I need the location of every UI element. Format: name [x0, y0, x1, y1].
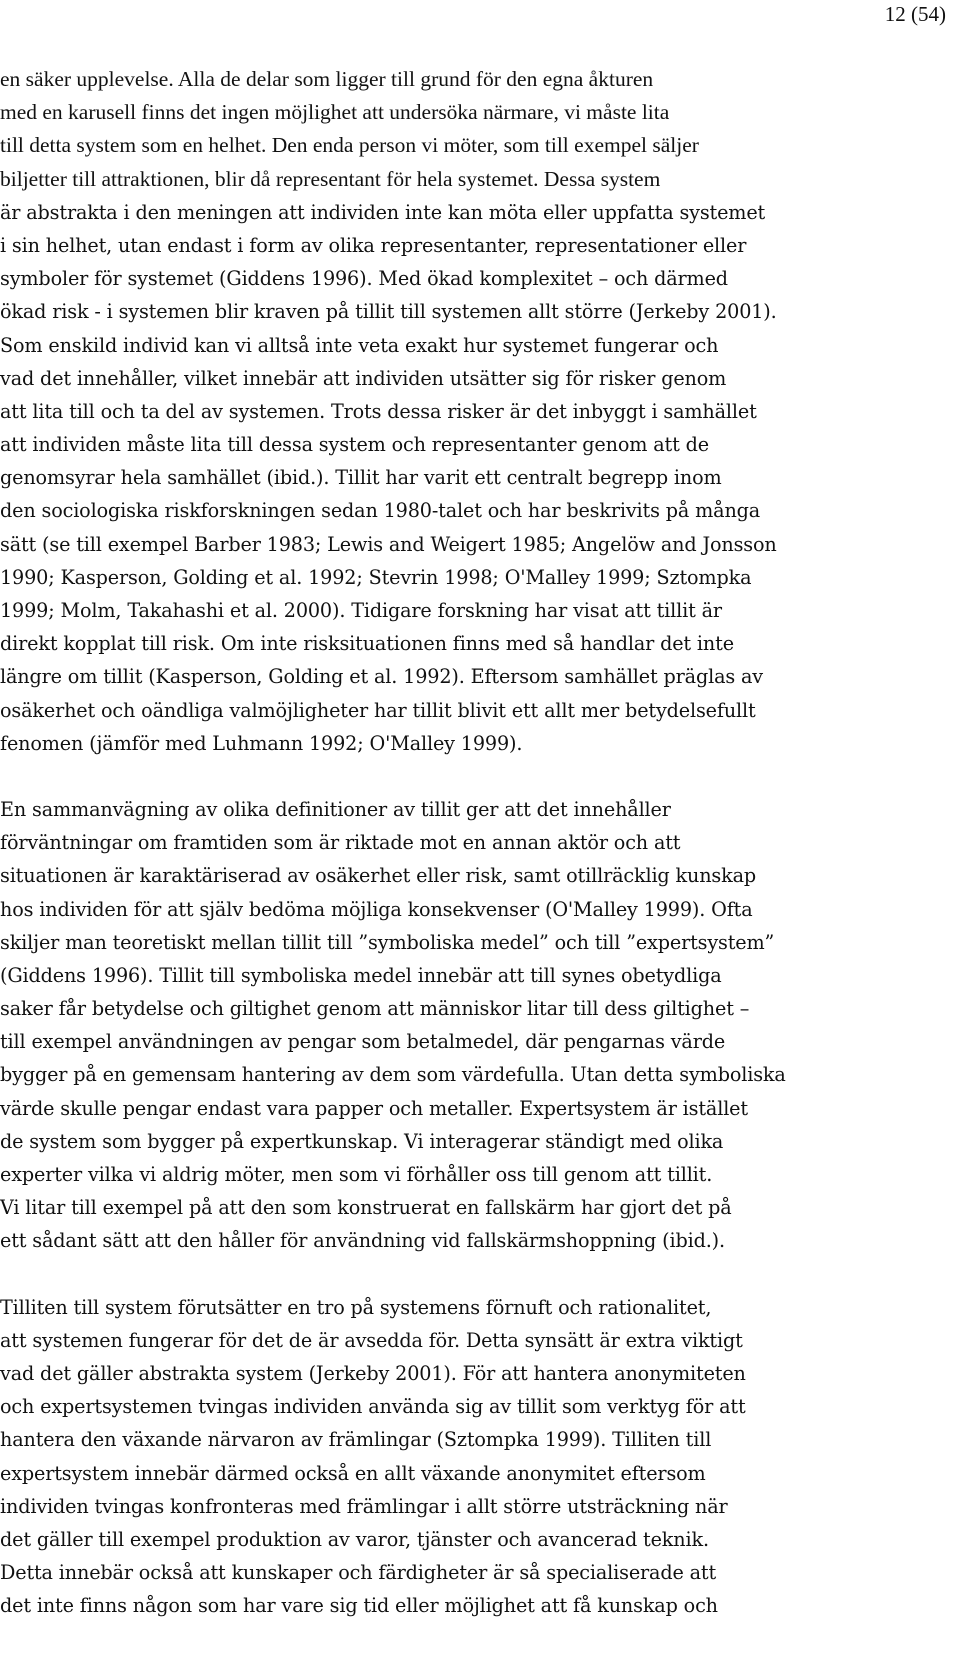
- text-line: i sin helhet, utan endast i form av olika representanter, representationer eller: [0, 233, 747, 257]
- text-line: Detta innebär också att kunskaper och färdigheter är så specialiserade att: [0, 1561, 717, 1585]
- text-line: att systemen fungerar för det de är avsedda för. Detta synsätt är extra viktigt: [0, 1328, 743, 1352]
- text-line: sätt (se till exempel Barber 1983; Lewis and Weigert 1985; Angelöw and Jonsson: [0, 532, 777, 556]
- text-line: biljetter till attraktionen, blir då representant för hela systemet. Dessa system: [0, 166, 661, 191]
- text-line: längre om tillit (Kasperson, Golding et al. 1992). Eftersom samhället präglas av: [0, 665, 763, 689]
- text-line: bygger på en gemensam hantering av dem som värdefulla. Utan detta symboliska: [0, 1063, 786, 1087]
- text-line: expertsystem innebär därmed också en allt växande anonymitet eftersom: [0, 1461, 706, 1485]
- text-line: direkt kopplat till risk. Om inte risksituationen finns med så handlar det inte: [0, 632, 734, 656]
- text-line: är abstrakta i den meningen att individen inte kan möta eller uppfatta systemet: [0, 200, 766, 224]
- text-line: en säker upplevelse. Alla de delar som ligger till grund för den egna åkturen: [0, 67, 654, 91]
- text-line: fenomen (jämför med Luhmann 1992; O'Malley 1999).: [0, 731, 523, 755]
- text-line: ett sådant sätt att den håller för användning vid fallskärmshoppning (ibid.).: [0, 1229, 725, 1253]
- text-line: att individen måste lita till dessa system och representanter genom att de: [0, 433, 709, 457]
- text-line: till detta system som en helhet. Den enda person vi möter, som till exempel säljer: [0, 133, 699, 158]
- text-line: det gäller till exempel produktion av varor, tjänster och avancerad teknik.: [0, 1527, 709, 1551]
- text-line: genomsyrar hela samhället (ibid.). Tillit har varit ett centralt begrepp inom: [0, 466, 722, 490]
- text-line: de system som bygger på expertkunskap. Vi interagerar ständigt med olika: [0, 1129, 724, 1153]
- text-line: det inte finns någon som har vare sig tid eller möjlighet att få kunskap och: [0, 1594, 718, 1618]
- text-line: osäkerhet och oändliga valmöjligheter har tillit blivit ett allt mer betydelsefullt: [0, 698, 756, 722]
- text-line: symboler för systemet (Giddens 1996). Med ökad komplexitet – och därmed: [0, 267, 728, 291]
- text-line: 1999; Molm, Takahashi et al. 2000). Tidigare forskning har visat att tillit är: [0, 599, 722, 622]
- text-line: vad det gäller abstrakta system (Jerkeby 2001). För att hantera anonymiteten: [0, 1361, 746, 1385]
- paragraph: [0, 1291, 955, 1623]
- text-line: med en karusell finns det ingen möjlighet att undersöka närmare, vi måste lita: [0, 100, 670, 125]
- text-line: skiljer man teoretiskt mellan tillit till ”symboliska medel” och till ”expertsystem”: [0, 930, 775, 954]
- paragraph: [0, 793, 955, 1258]
- text-line: att lita till och ta del av systemen. Trots dessa risker är det inbyggt i samhället: [0, 399, 757, 423]
- text-line: (Giddens 1996). Tillit till symboliska medel innebär att till synes obetydliga: [0, 963, 722, 987]
- page-number: 12 (54): [884, 2, 946, 26]
- text-line: den sociologiska riskforskningen sedan 1980-talet och har beskrivits på många: [0, 499, 761, 523]
- text-line: 1990; Kasperson, Golding et al. 1992; Stevrin 1998; O'Malley 1999; Sztompka: [0, 565, 752, 589]
- text-line: och expertsystemen tvingas individen använda sig av tillit som verktyg för att: [0, 1395, 746, 1419]
- text-line: hos individen för att själv bedöma möjliga konsekvenser (O'Malley 1999). Ofta: [0, 897, 753, 921]
- text-line: Som enskild individ kan vi alltså inte veta exakt hur systemet fungerar och: [0, 333, 719, 357]
- text-line: En sammanvägning av olika definitioner av tillit ger att det innehåller: [0, 797, 671, 821]
- text-line: experter vilka vi aldrig möter, men som vi förhåller oss till genom att tillit.: [0, 1163, 713, 1186]
- text-line: situationen är karaktäriserad av osäkerhet eller risk, samt otillräcklig kunskap: [0, 864, 756, 888]
- text-line: vad det innehåller, vilket innebär att individen utsätter sig för risker genom: [0, 366, 727, 390]
- text-line: Vi litar till exempel på att den som konstruerat en fallskärm har gjort det på: [0, 1196, 732, 1220]
- body-text: [0, 63, 955, 1622]
- paragraph: [0, 63, 955, 760]
- text-line: hantera den växande närvaron av främlingar (Sztompka 1999). Tilliten till: [0, 1428, 712, 1452]
- text-line: saker får betydelse och giltighet genom att människor litar till dess giltighet –: [0, 997, 750, 1021]
- text-line: till exempel användningen av pengar som betalmedel, där pengarnas värde: [0, 1030, 726, 1054]
- text-line: förväntningar om framtiden som är riktade mot en annan aktör och att: [0, 831, 681, 855]
- text-line: värde skulle pengar endast vara papper och metaller. Expertsystem är istället: [0, 1096, 748, 1120]
- text-line: ökad risk - i systemen blir kraven på tillit till systemen allt större (Jerkeby 2001).: [0, 300, 777, 324]
- text-line: individen tvingas konfronteras med främlingar i allt större utsträckning när: [0, 1494, 728, 1518]
- text-line: Tilliten till system förutsätter en tro på systemens förnuft och rationalitet,: [0, 1295, 712, 1319]
